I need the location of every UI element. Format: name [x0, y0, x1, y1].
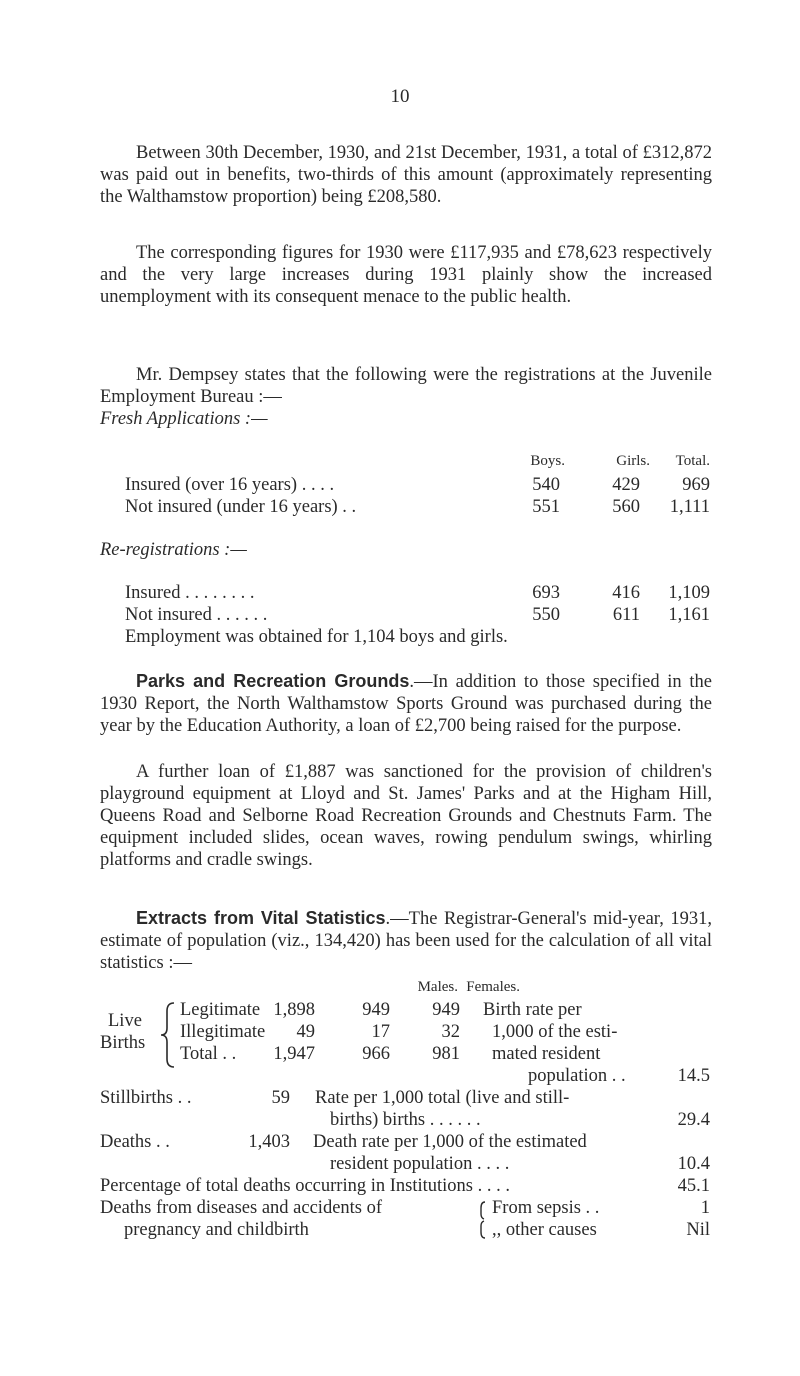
- col-girls-header: Girls.: [616, 453, 650, 469]
- males-value: 17: [371, 1022, 390, 1042]
- col-boys-header: Boys.: [530, 453, 565, 469]
- birth-rate-line1: Birth rate per: [483, 1000, 582, 1020]
- females-value: 32: [441, 1022, 460, 1042]
- re-registrations-heading: Re-registrations :—: [100, 540, 247, 560]
- total-value: 969: [682, 475, 710, 495]
- row-label: Insured (over 16 years) . . . .: [125, 475, 335, 495]
- birth-rate-line4: population . .: [528, 1066, 626, 1086]
- death-rate-value: 10.4: [677, 1154, 710, 1174]
- employment-note: Employment was obtained for 1,104 boys and girls.: [125, 627, 508, 647]
- fresh-applications-heading: Fresh Applications :—: [100, 409, 268, 429]
- deaths-value: 1,403: [248, 1132, 290, 1152]
- total-value: 1,898: [273, 1000, 315, 1020]
- row-label: Legitimate: [180, 1000, 261, 1020]
- institutions-value: 45.1: [677, 1176, 710, 1196]
- col-males-header: Males.: [417, 979, 458, 995]
- row-label: Not insured (under 16 years) . .: [125, 497, 357, 517]
- registrations-intro-paragraph: Mr. Dempsey states that the following were the registrations at the Juvenile Employment Bureau :—: [100, 365, 712, 407]
- stillbirths-label: Stillbirths . .: [100, 1088, 192, 1108]
- playground-loan-paragraph: A further loan of £1,887 was sanctioned for the provision of children's playground equipment at Lloyd and St. James' Parks and at the Higham Hill, Queens Road and Selborne Road Recreation Grounds and Chestnuts Farm. The equipment included slides, ocean waves, rowing pendulum swings, whirling platforms and cradle swings.: [100, 762, 712, 870]
- stillbirth-rate-line1: Rate per 1,000 total (live and still-: [315, 1088, 570, 1108]
- institutions-label: Percentage of total deaths occurring in Institutions . . . .: [100, 1176, 510, 1196]
- stillbirths-value: 59: [271, 1088, 290, 1108]
- males-value: 949: [362, 1000, 390, 1020]
- girls-value: 416: [612, 583, 640, 603]
- sepsis-label: From sepsis . .: [492, 1198, 600, 1218]
- birth-rate-line2: 1,000 of the esti-: [492, 1022, 618, 1042]
- live-births-label-line1: Live: [108, 1011, 142, 1031]
- stillbirth-rate-value: 29.4: [677, 1110, 710, 1130]
- birth-rate-value: 14.5: [677, 1066, 710, 1086]
- birth-rate-line3: mated resident: [492, 1044, 601, 1064]
- corresponding-figures-paragraph: The corresponding figures for 1930 were £117,935 and £78,623 respectively and the very large increases during 1931 plainly show the increased unemployment with its consequent menace to the public health.: [100, 243, 712, 307]
- death-rate-line2: resident population . . . .: [330, 1154, 510, 1174]
- boys-value: 540: [532, 475, 560, 495]
- boys-value: 551: [532, 497, 560, 517]
- total-value: 1,109: [668, 583, 710, 603]
- stillbirth-rate-line2: births) births . . . . . .: [330, 1110, 481, 1130]
- parks-text: .—In addition to those specified in the 1930 Report, the North Walthamstow Sports Ground was purchased during the year by the Education Authority, a loan of £2,700 being raised for the purpose.: [100, 672, 712, 736]
- females-value: 949: [432, 1000, 460, 1020]
- sepsis-value: 1: [700, 1198, 710, 1218]
- row-label: Total . .: [180, 1044, 237, 1064]
- benefits-paragraph: Between 30th December, 1930, and 21st December, 1931, a total of £312,872 was paid out in benefits, two-thirds of this amount (approximately representing the Walthamstow proportion) being £208,580.: [100, 143, 712, 207]
- other-causes-label: ,, other causes: [492, 1220, 597, 1240]
- vital-statistics-paragraph: [100, 907, 712, 974]
- other-causes-value: Nil: [686, 1220, 710, 1240]
- deaths-label: Deaths . .: [100, 1132, 170, 1152]
- row-label: Illegitimate: [180, 1022, 266, 1042]
- total-value: 1,161: [668, 605, 710, 625]
- girls-value: 611: [612, 605, 640, 625]
- boys-value: 550: [532, 605, 560, 625]
- parks-heading: Parks and Recreation Grounds: [136, 671, 410, 691]
- total-value: 1,947: [273, 1044, 315, 1064]
- maternal-deaths-line2: pregnancy and childbirth: [124, 1220, 309, 1240]
- row-label: Insured . . . . . . . .: [125, 583, 255, 603]
- col-females-header: Females.: [466, 979, 520, 995]
- page-number: 10: [390, 86, 410, 107]
- males-value: 966: [362, 1044, 390, 1064]
- girls-value: 560: [612, 497, 640, 517]
- total-value: 49: [296, 1022, 315, 1042]
- live-births-brace: [158, 1000, 180, 1070]
- maternal-deaths-brace: [477, 1200, 489, 1240]
- girls-value: 429: [612, 475, 640, 495]
- total-value: 1,111: [669, 497, 710, 517]
- vital-statistics-text: .—The Registrar-General's mid-year, 1931, estimate of population (viz., 134,420) has been used for the calculation of all vital statistics :—: [100, 909, 712, 973]
- vital-statistics-heading: Extracts from Vital Statistics: [136, 908, 386, 928]
- col-total-header: Total.: [675, 453, 710, 469]
- row-label: Not insured . . . . . .: [125, 605, 268, 625]
- maternal-deaths-line1: Deaths from diseases and accidents of: [100, 1198, 383, 1218]
- live-births-label-line2: Births: [100, 1033, 146, 1053]
- parks-paragraph: [100, 670, 712, 737]
- death-rate-line1: Death rate per 1,000 of the estimated: [313, 1132, 587, 1152]
- boys-value: 693: [532, 583, 560, 603]
- females-value: 981: [432, 1044, 460, 1064]
